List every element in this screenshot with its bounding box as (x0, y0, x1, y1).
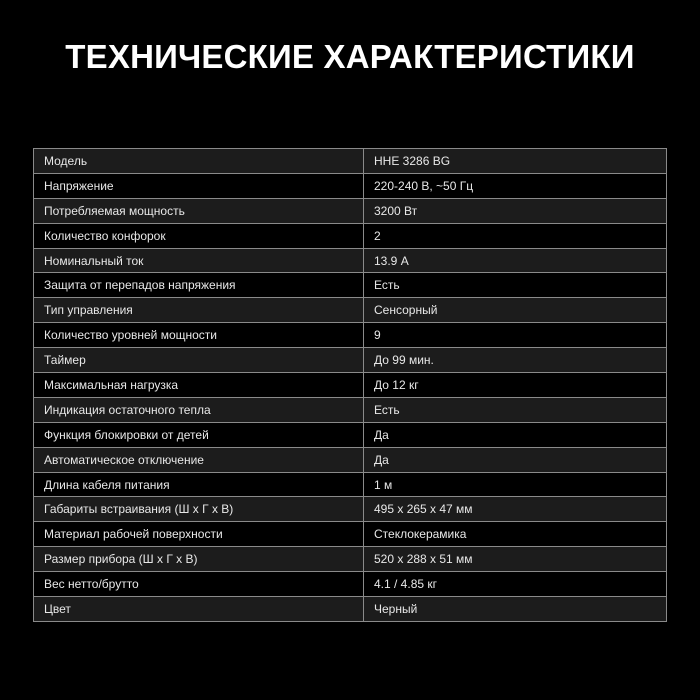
spec-label: Материал рабочей поверхности (34, 522, 364, 547)
table-row (34, 497, 667, 522)
spec-label: Тип управления (34, 298, 364, 323)
spec-value: 495 x 265 x 47 мм (364, 497, 667, 522)
table-row (34, 223, 667, 248)
table-row (34, 572, 667, 597)
specifications-table (33, 148, 667, 622)
spec-value: HHE 3286 BG (364, 149, 667, 174)
spec-value: Сенсорный (364, 298, 667, 323)
spec-label: Потребляемая мощность (34, 198, 364, 223)
spec-value: Стеклокерамика (364, 522, 667, 547)
spec-label: Вес нетто/брутто (34, 572, 364, 597)
table-row (34, 447, 667, 472)
spec-label: Таймер (34, 348, 364, 373)
spec-label: Номинальный ток (34, 248, 364, 273)
spec-label: Функция блокировки от детей (34, 422, 364, 447)
table-row (34, 547, 667, 572)
spec-value: Да (364, 422, 667, 447)
spec-label: Модель (34, 149, 364, 174)
spec-label: Индикация остаточного тепла (34, 397, 364, 422)
spec-value: Черный (364, 597, 667, 622)
spec-label: Напряжение (34, 173, 364, 198)
spec-value: 1 м (364, 472, 667, 497)
spec-value: 3200 Вт (364, 198, 667, 223)
spec-value: 520 x 288 x 51 мм (364, 547, 667, 572)
page-title: ТЕХНИЧЕСКИЕ ХАРАКТЕРИСТИКИ (65, 38, 635, 75)
table-row (34, 373, 667, 398)
spec-value: До 99 мин. (364, 348, 667, 373)
table-row (34, 522, 667, 547)
table-row (34, 298, 667, 323)
table-row (34, 149, 667, 174)
spec-value: 9 (364, 323, 667, 348)
spec-label: Количество конфорок (34, 223, 364, 248)
spec-label: Длина кабеля питания (34, 472, 364, 497)
table-row (34, 348, 667, 373)
table-row (34, 248, 667, 273)
spec-label: Количество уровней мощности (34, 323, 364, 348)
spec-label: Размер прибора (Ш х Г х В) (34, 547, 364, 572)
spec-label: Защита от перепадов напряжения (34, 273, 364, 298)
spec-label: Автоматическое отключение (34, 447, 364, 472)
spec-value: 4.1 / 4.85 кг (364, 572, 667, 597)
table-row (34, 397, 667, 422)
spec-label: Максимальная нагрузка (34, 373, 364, 398)
table-row (34, 472, 667, 497)
spec-value: 2 (364, 223, 667, 248)
spec-value: До 12 кг (364, 373, 667, 398)
table-row (34, 198, 667, 223)
table-row (34, 173, 667, 198)
spec-value: 13.9 А (364, 248, 667, 273)
spec-value: Есть (364, 397, 667, 422)
spec-value: Да (364, 447, 667, 472)
table-row (34, 422, 667, 447)
spec-label: Цвет (34, 597, 364, 622)
table-row (34, 597, 667, 622)
spec-label: Габариты встраивания (Ш х Г х В) (34, 497, 364, 522)
table-row (34, 323, 667, 348)
spec-value: 220-240 В, ~50 Гц (364, 173, 667, 198)
table-row (34, 273, 667, 298)
spec-value: Есть (364, 273, 667, 298)
